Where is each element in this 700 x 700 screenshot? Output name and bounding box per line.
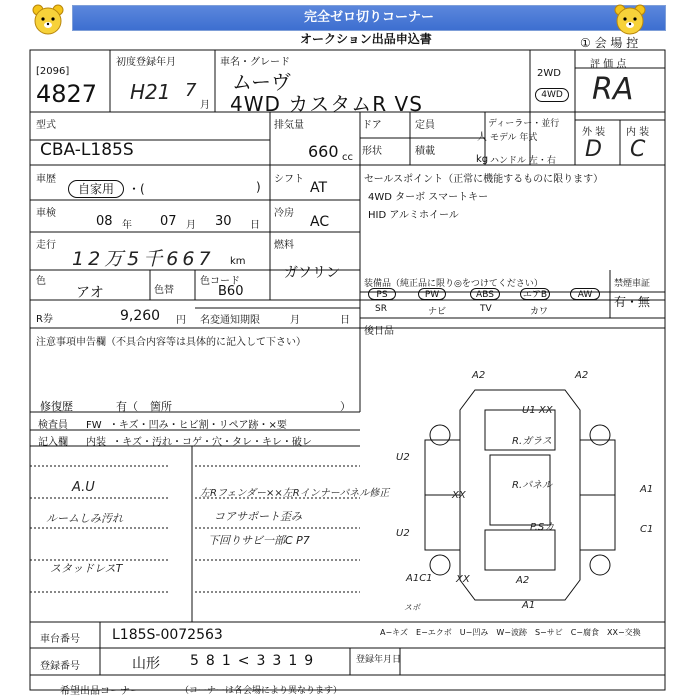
mileage-label: 走行 <box>36 240 56 251</box>
mileage-unit: km <box>230 256 246 267</box>
mark-a1c1: A1C1 <box>406 573 433 584</box>
banner-title: 完全ゼロ切りコーナー <box>72 5 666 31</box>
aircon-value: AC <box>310 214 330 230</box>
deadline-month-unit: 月 <box>290 315 300 326</box>
mark-c1-right: C1 <box>640 524 654 535</box>
sales-points-label: セールスポイント（正常に機能するものに限ります） <box>364 174 604 185</box>
note-room-stain: ルームしみ汚れ <box>46 512 123 525</box>
mark-a1-rear: A1 <box>522 600 536 611</box>
repair-history-unit: 箇所 <box>150 400 172 413</box>
displacement-label: 排気量 <box>274 120 304 131</box>
mark-u1-xx: U1 XX <box>522 405 553 416</box>
exterior-grade: D <box>585 137 602 162</box>
mark-u2-left: U2 <box>396 452 410 463</box>
color-change-label: 色替 <box>154 285 174 296</box>
registration-number: 581<3319 <box>190 653 321 669</box>
aircon-label: 冷房 <box>274 208 294 219</box>
equip-aw: AW <box>570 288 600 300</box>
shift-value: AT <box>310 180 328 196</box>
non-smoking-value: 有・無 <box>614 295 651 309</box>
vehicle-use-rest: ・( <box>128 182 145 196</box>
inspector-label: 検査員 <box>38 420 68 431</box>
equip-tv: TV <box>480 304 492 314</box>
note-studless: スタッドレスT <box>50 562 123 575</box>
load-unit: kg <box>476 154 489 165</box>
vehicle-use-close: ) <box>256 180 261 194</box>
fuel-value: ガソリン <box>284 265 340 281</box>
auction-form-title: オークション出品申込書 <box>300 32 432 46</box>
inspection-day-unit: 日 <box>250 220 260 231</box>
equip-ps: PS <box>368 288 396 300</box>
footer-note: （コーナーは各会場により異なります） <box>180 686 343 696</box>
after-items-label: 後日品 <box>364 326 394 337</box>
entry-field-label: 記入欄 <box>38 437 68 448</box>
equip-leather: カワ <box>530 307 549 317</box>
drive-4wd: 4WD <box>535 88 569 102</box>
shift-label: シフト <box>274 174 304 185</box>
mark-panel: R.パネル <box>512 480 553 491</box>
chassis-number: L185S-0072563 <box>112 627 223 643</box>
notes-label: 注意事項申告欄（不具合内容等は具体的に記入して下さい） <box>36 337 306 348</box>
displacement-value: 660 <box>308 142 339 161</box>
lot-number: 4827 <box>36 80 98 108</box>
exterior-label: 外 装 <box>582 127 606 138</box>
color-code: B60 <box>218 284 244 299</box>
non-smoking-label: 禁煙車証 <box>614 279 651 289</box>
registration-label: 登録番号 <box>40 661 80 672</box>
note-core-support: コアサポート歪み <box>214 510 302 523</box>
mark-a2-front-right: A2 <box>575 370 589 381</box>
inspection-year-unit: 年 <box>122 220 132 231</box>
color-label: 色 <box>36 276 46 287</box>
car-name-label: 車名・グレード <box>220 57 290 68</box>
shape-label: 形状 <box>362 146 382 157</box>
venue-copy-label: ① 会 場 控 <box>580 36 639 50</box>
rating-score: RA <box>592 72 634 107</box>
mark-glass: R.ガラス <box>512 436 552 447</box>
damage-legend: A−キズ E−エクボ U−凹み W−波跡 S−サビ C−腐食 XX−交換 <box>380 628 641 637</box>
first-registration-year: H21 <box>130 80 171 104</box>
mark-xx-rear: XX <box>456 574 470 585</box>
inspector-row1: FW ・キズ・凹み・ヒビ割・リペア跡・×要 <box>86 420 287 431</box>
note-underbody: 下回りサビ一部C P7 <box>208 534 310 547</box>
mileage-value: 12万5千667 <box>72 248 215 270</box>
inspection-year: 08 <box>96 214 113 229</box>
equip-sr: SR <box>375 304 387 314</box>
fuel-label: 燃料 <box>274 240 294 251</box>
recycle-label: R券 <box>36 314 53 325</box>
inspection-month-unit: 月 <box>186 220 196 231</box>
sales-points-line2: HID アルミホイール <box>368 210 459 221</box>
note-au: A.U <box>72 480 95 495</box>
vehicle-history-label: 車歴 <box>36 174 56 185</box>
capacity-label: 定員 <box>415 120 435 131</box>
color-value: アオ <box>76 285 104 301</box>
drive-2wd: 2WD <box>537 68 561 79</box>
month-unit: 月 <box>200 100 210 111</box>
registration-prefecture: 山形 <box>132 656 160 672</box>
equip-abs: ABS <box>470 288 500 300</box>
interior-grade: C <box>630 137 646 162</box>
footer-corner-label: 希望出品コーナー <box>60 686 140 697</box>
registration-valid-label: 登録年月日 <box>356 655 402 665</box>
model-code: CBA-L185S <box>40 140 134 160</box>
equip-airbag: エアB <box>520 288 550 300</box>
mark-xx-left: XX <box>452 490 466 501</box>
sales-points-line1: 4WD ターボ スマートキー <box>368 192 489 203</box>
repair-history-value: 有（ <box>116 400 138 413</box>
equipment-label: 装備品（純正品に限り◎をつけてください） <box>364 279 543 289</box>
load-label: 積載 <box>415 146 435 157</box>
mark-a2-rear: A2 <box>516 575 530 586</box>
equip-pw: PW <box>418 288 446 300</box>
color-code-label: 色コード <box>200 276 240 287</box>
mark-a1-right: A1 <box>640 484 654 495</box>
note-fender: 左Rフェンダー××左Rインナーパネル修正 <box>200 488 390 499</box>
name-change-deadline-label: 名変通知期限 <box>200 315 260 326</box>
first-registration-label: 初度登録年月 <box>116 57 176 68</box>
inspector-row2: 内装 ・キズ・汚れ・コゲ・穴・タレ・キレ・破レ <box>86 437 312 448</box>
lot-small-number: [2096] <box>36 66 70 77</box>
mark-u2-rear: U2 <box>396 528 410 539</box>
model-label: 型式 <box>36 120 56 131</box>
handle-label: ハンドル 左・右 <box>490 156 556 166</box>
repair-history-label: 修復歴 <box>40 400 73 413</box>
rating-label: 評 価 点 <box>590 59 627 70</box>
inspection-day: 30 <box>215 214 232 229</box>
door-label: ドア <box>362 120 382 131</box>
first-registration-month: 7 <box>185 80 197 101</box>
chassis-label: 車台番号 <box>40 634 80 645</box>
mark-a2-front-left: A2 <box>472 370 486 381</box>
recycle-unit: 円 <box>176 315 186 326</box>
mark-spoiler: スポ <box>404 603 420 612</box>
repair-history-close: ） <box>340 400 351 413</box>
equip-navi: ナビ <box>428 307 447 317</box>
capacity-unit: 人 <box>477 132 487 143</box>
model-year-label: モデル 年式 <box>490 133 538 143</box>
deadline-day-unit: 日 <box>340 315 350 326</box>
interior-label: 内 装 <box>626 127 650 138</box>
car-name: ムーヴ <box>232 70 291 94</box>
displacement-unit: cc <box>342 152 353 163</box>
dealer-label: ディーラー・並行 <box>488 119 560 129</box>
private-use-circled: 自家用 <box>68 180 124 198</box>
car-grade: 4WD カスタムR VS <box>230 92 423 116</box>
recycle-value: 9,260 <box>120 308 161 324</box>
inspection-label: 車検 <box>36 208 56 219</box>
mark-ps: P.Sカ <box>530 522 555 533</box>
inspection-month: 07 <box>160 214 177 229</box>
